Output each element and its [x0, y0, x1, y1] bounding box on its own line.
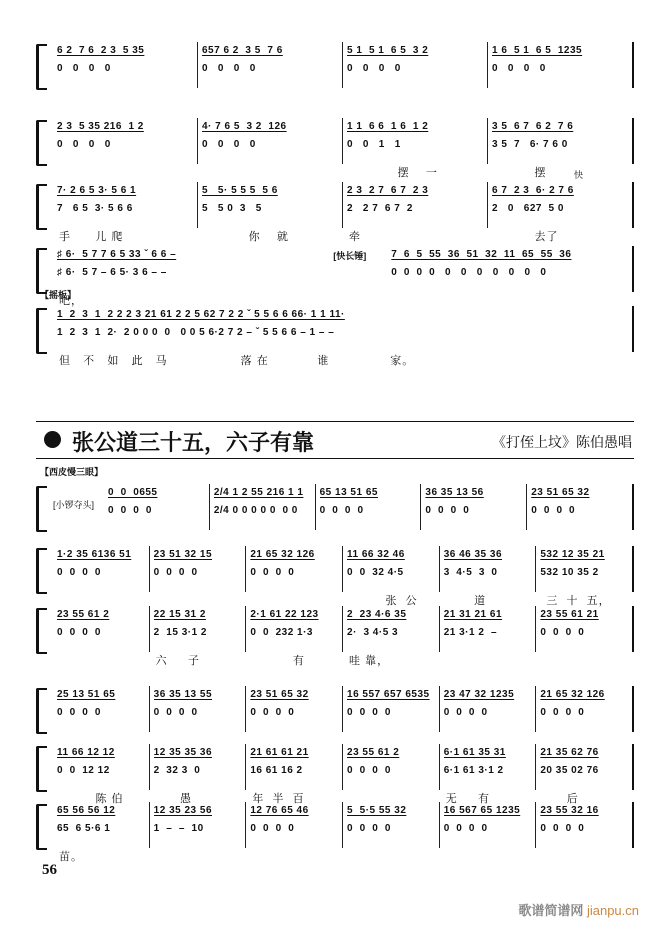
measure: [527, 484, 634, 530]
accompaniment-line: 0 0 0 0: [153, 567, 198, 578]
accompaniment-line: 1 2 3 1 2· 2 0 0 0 0 0 0 5 6·2 7 2 – ˇ 5 5 6 6 – 1 – –: [57, 327, 335, 338]
accompaniment-line: 6·1 61 3·1 2: [443, 765, 504, 776]
score-system: [36, 802, 634, 863]
measure: [150, 686, 247, 732]
lyric-line: 摆 一: [349, 167, 438, 179]
measures: [53, 118, 634, 179]
melody-line: 36 46 35 36: [443, 549, 503, 560]
measure: [343, 744, 440, 790]
melody-line: 23 47 32 1235: [443, 689, 515, 700]
melody-line: 21 65 32 126: [250, 549, 315, 560]
accompaniment-line: 1 – – 10: [153, 823, 204, 834]
melody-line: 2 3 5 35 216 1 2: [57, 121, 144, 132]
measure: [53, 606, 150, 652]
lyric-line: 有: [252, 655, 305, 667]
watermark-cn: 歌谱简谱网: [518, 903, 584, 918]
melody-line: 36 35 13 55: [153, 689, 212, 700]
accompaniment-line: 3 5 7 6· 7 6 0: [492, 139, 568, 150]
measure: [53, 182, 198, 243]
measure: [53, 686, 150, 732]
tag-yaoban: 【摇板】: [40, 290, 77, 300]
melody-line: 1 2 3 1 2 2 2 3 21 61 2 2 5 62 7 2 2 ˇ 5 5 6 6 66· 1 1 11·: [57, 309, 345, 320]
accompaniment-line: 0 0 0 0: [347, 765, 391, 776]
measure: [53, 802, 150, 863]
score-system: [36, 118, 634, 179]
measure: [53, 118, 198, 164]
measure: [246, 546, 343, 592]
measure: [150, 802, 247, 848]
measure: [536, 744, 634, 805]
system-bracket: [36, 608, 47, 654]
lyric-line: 牵: [349, 231, 361, 243]
melody-line: 23 55 61 2: [57, 609, 110, 620]
watermark-en: jianpu.cn: [586, 903, 639, 918]
accompaniment-line: 0 0 0 0: [108, 505, 152, 516]
accompaniment-line: 0 0 0 0: [57, 627, 101, 638]
melody-line: 65 56 56 12: [57, 805, 116, 816]
melody-line: 21 61 61 21: [250, 747, 309, 758]
measure: [53, 42, 198, 88]
accompaniment-line: 0 0 0 0: [57, 707, 101, 718]
melody-line: 21 31 21 61: [443, 609, 503, 620]
measure: [198, 182, 343, 243]
melody-line: 7· 2 6 5 3· 5 6 1: [57, 185, 137, 196]
lyric-line: 但 不 如 此 马 落 在 谁 家。: [59, 355, 415, 367]
system-bracket: [36, 44, 47, 90]
measures: [53, 606, 634, 667]
score-system: [36, 686, 634, 734]
measure: [440, 546, 537, 607]
measure: [246, 606, 343, 667]
measure: [488, 42, 634, 88]
melody-line: 25 13 51 65: [57, 689, 116, 700]
measure: [104, 484, 210, 530]
section-title: 张公道三十五，六子有靠: [72, 430, 315, 456]
lyric-line: 去了: [494, 231, 559, 243]
accompaniment-line: 2 15 3·1 2: [153, 627, 207, 638]
melody-line: 532 12 35 21: [540, 549, 605, 560]
lyric-line: 愚: [155, 793, 193, 805]
melody-line: 2/4 1 2 55 216 1 1: [213, 487, 304, 498]
lyric-line: 你 就: [204, 231, 289, 243]
measure: [246, 686, 343, 732]
lyric-line: 六 子: [155, 655, 200, 667]
measure: [150, 606, 247, 667]
measure: [246, 744, 343, 805]
accompaniment-line: 0 0 0 0: [425, 505, 470, 516]
melody-line: 23 55 61 2: [347, 747, 400, 758]
accompaniment-line: 2 2 7 6 7 2: [347, 203, 413, 214]
melody-line: 23 55 32 16: [540, 805, 599, 816]
measure: [536, 546, 634, 607]
accompaniment-line: ♯ 6· 5 7 – 6 5· 3 6 – –: [57, 267, 167, 278]
accompaniment-line: 532 10 35 2: [540, 567, 599, 578]
accompaniment-line: 0 0 0 0: [250, 707, 295, 718]
measure: [440, 802, 537, 848]
melody-line: 657 6 2 3 5 7 6: [202, 45, 283, 56]
measure: [440, 686, 537, 732]
measure: [210, 484, 316, 530]
measure: [246, 802, 343, 848]
accompaniment-line: 5 5 0 3 5: [202, 203, 262, 214]
accompaniment-line: 0 0 0 0: [443, 823, 488, 834]
melody-line: 6·1 61 35 31: [443, 747, 506, 758]
system-bracket: [36, 804, 47, 850]
melody-line: 23 55 61 21: [540, 609, 599, 620]
melody-line: 11 66 12 12: [57, 747, 115, 758]
accompaniment-line: 0 0 0 0: [531, 505, 576, 516]
measures: [53, 686, 634, 734]
system-bracket: [36, 688, 47, 734]
melody-line: 6 7 2 3 6· 2 7 6: [492, 185, 574, 196]
melody-line: 3 5 6 7 6 2 7 6: [492, 121, 574, 132]
measure: [488, 182, 634, 243]
system-bracket: [36, 308, 47, 354]
watermark: [518, 900, 639, 919]
score-system: [36, 546, 634, 607]
measure: [150, 546, 247, 592]
accompaniment-line: 2 0 627 5 0: [492, 203, 564, 214]
accompaniment-line: 0 0 0 0: [250, 823, 295, 834]
measures: [53, 42, 634, 90]
accompaniment-line: 0 0 0 0: [492, 63, 546, 74]
melody-line: 23 51 65 32: [531, 487, 590, 498]
system-bracket: [36, 120, 47, 166]
measure: [536, 606, 634, 652]
measure: [488, 118, 634, 179]
lyric-line: 吧，: [59, 295, 83, 307]
accompaniment-line: 0 0 12 12: [57, 765, 110, 776]
tag-kuai: 快: [574, 170, 584, 180]
melody-line: 22 15 31 2: [153, 609, 206, 620]
measure: [440, 744, 537, 805]
accompaniment-line: 0 0 0 0: [202, 63, 256, 74]
measure: [53, 546, 150, 592]
lyric-line: 三 十 五，: [542, 595, 611, 607]
accompaniment-line: 0 0 0 0: [347, 823, 391, 834]
measure: [421, 484, 527, 530]
score-system: [36, 606, 634, 667]
measure: [150, 744, 247, 805]
system-bracket: [36, 486, 47, 532]
lyric-line: 苗。: [59, 851, 83, 863]
accompaniment-line: 0 0 0 0: [347, 63, 401, 74]
system-bracket: [36, 548, 47, 594]
score-system: [36, 306, 634, 367]
lyric-line: 哇 靠，: [349, 655, 390, 667]
accompaniment-line: 0 0 0 0: [540, 707, 585, 718]
measure: [198, 118, 343, 164]
accompaniment-line: 3 4·5 3 0: [443, 567, 498, 578]
melody-line: 1 1 6 6 1 6 1 2: [347, 121, 429, 132]
lyric-line: 道: [445, 595, 487, 607]
system-bracket: [36, 184, 47, 230]
melody-line: 23 51 65 32: [250, 689, 309, 700]
measure: [316, 484, 422, 530]
accompaniment-line: 0 0 0 0: [250, 567, 295, 578]
melody-line: 21 65 32 126: [540, 689, 605, 700]
measures: [53, 182, 634, 243]
lyric-line: 无 有: [445, 793, 490, 805]
accompaniment-line: 0 0 0 0: [57, 139, 111, 150]
melody-line: 1·2 35 6136 51: [57, 549, 132, 560]
accompaniment-line: 0 0 1 1: [347, 139, 401, 150]
lyric-line: 陈 伯: [59, 793, 124, 805]
melody-line: ♯ 6· 5 7 7 6 5 33 ˇ 6 6 –: [57, 249, 177, 260]
accompaniment-line: 0 0 0 0: [540, 823, 585, 834]
score-system: [36, 484, 634, 532]
melody-line: 5 1 5 1 6 5 3 2: [347, 45, 429, 56]
lyric-line: 张 公: [349, 595, 418, 607]
score-system: [36, 42, 634, 90]
accompaniment-line: 7 6 5 3· 5 6 6: [57, 203, 133, 214]
measure: [536, 686, 634, 732]
lyric-line: 手 儿 爬: [59, 231, 124, 243]
melody-line: 12 76 65 46: [250, 805, 309, 816]
accompaniment-line: 0 0 0 0: [57, 63, 111, 74]
score-system: [36, 744, 634, 805]
melody-line: 65 13 51 65: [319, 487, 378, 498]
measure: [343, 42, 488, 88]
melody-line: 2·1 61 22 123: [250, 609, 319, 620]
bullet-icon: [44, 431, 61, 448]
melody-line: 6 2 7 6 2 3 5 35: [57, 45, 145, 56]
tag-xipi: 【西皮慢三眼】: [40, 467, 104, 477]
tag-xiaoluo: [小锣夺头]: [53, 500, 95, 510]
melody-line: 7 6 5 55 36 51 32 11 65 55 36: [391, 249, 572, 260]
melody-line: 1 6 5 1 6 5 1235: [492, 45, 583, 56]
measure: [343, 118, 488, 179]
measures: [104, 484, 634, 532]
accompaniment-line: 2/4 0 0 0 0 0 0 0: [213, 505, 298, 516]
melody-line: 11 66 32 46: [347, 549, 405, 560]
accompaniment-line: 0 0 0 0: [443, 707, 488, 718]
measures: [53, 802, 634, 863]
measure: [53, 306, 634, 367]
melody-line: 4· 7 6 5 3 2 126: [202, 121, 287, 132]
measure: [536, 802, 634, 848]
melody-line: 21 35 62 76: [540, 747, 599, 758]
measure: [343, 606, 440, 667]
lyric-line: 摆: [494, 167, 547, 179]
measure: [343, 686, 440, 732]
measure: [440, 606, 537, 652]
measure: [343, 802, 440, 848]
measure: [343, 182, 488, 243]
accompaniment-line: 2 32 3 0: [153, 765, 201, 776]
accompaniment-line: 65 6 5·6 1: [57, 823, 111, 834]
system-bracket: [36, 746, 47, 792]
section-header: [36, 421, 634, 459]
accompaniment-line: 0 0 0 0: [202, 139, 256, 150]
accompaniment-line: 16 61 16 2: [250, 765, 303, 776]
measures: [53, 744, 634, 805]
melody-line: 12 35 35 36: [153, 747, 212, 758]
measure: [343, 546, 440, 607]
accompaniment-line: 21 3·1 2 –: [443, 627, 497, 638]
accompaniment-line: 0 0 0 0: [347, 707, 391, 718]
measures: [53, 546, 634, 607]
melody-line: 12 35 23 56: [153, 805, 212, 816]
accompaniment-line: 0 0 0 0: [153, 707, 198, 718]
tag-kuai-changchui: [快长锤]: [333, 251, 367, 261]
section-source: 《打侄上坟》陈伯愚唱: [492, 435, 632, 451]
accompaniment-line: 0 0 0 0 0 0 0 0 0 0 0: [391, 267, 547, 278]
score-system: [36, 182, 634, 243]
lyric-line: 后: [542, 793, 579, 805]
melody-line: 2 3 2 7 6 7 2 3: [347, 185, 429, 196]
measure: [53, 744, 150, 805]
page-number: 56: [42, 862, 57, 878]
melody-line: 2 23 4·6 35: [347, 609, 407, 620]
accompaniment-line: 0 0 232 1·3: [250, 627, 313, 638]
accompaniment-line: 0 0 0 0: [319, 505, 364, 516]
melody-line: 36 35 13 56: [425, 487, 484, 498]
melody-line: 5 5·5 55 32: [347, 805, 407, 816]
measure: [198, 42, 343, 88]
accompaniment-line: 2· 3 4·5 3: [347, 627, 399, 638]
measure: [333, 246, 634, 292]
melody-line: 23 51 32 15: [153, 549, 212, 560]
lyric-line: 年 半 百: [252, 793, 305, 805]
melody-line: 5 5· 5 5 5 5 6: [202, 185, 278, 196]
melody-line: 16 557 657 6535: [347, 689, 430, 700]
accompaniment-line: 0 0 32 4·5: [347, 567, 404, 578]
accompaniment-line: 0 0 0 0: [57, 567, 101, 578]
melody-line: 16 567 65 1235: [443, 805, 521, 816]
melody-line: 0 0 0655: [108, 487, 158, 498]
accompaniment-line: 0 0 0 0: [540, 627, 585, 638]
measures: [53, 306, 634, 367]
accompaniment-line: 20 35 02 76: [540, 765, 599, 776]
